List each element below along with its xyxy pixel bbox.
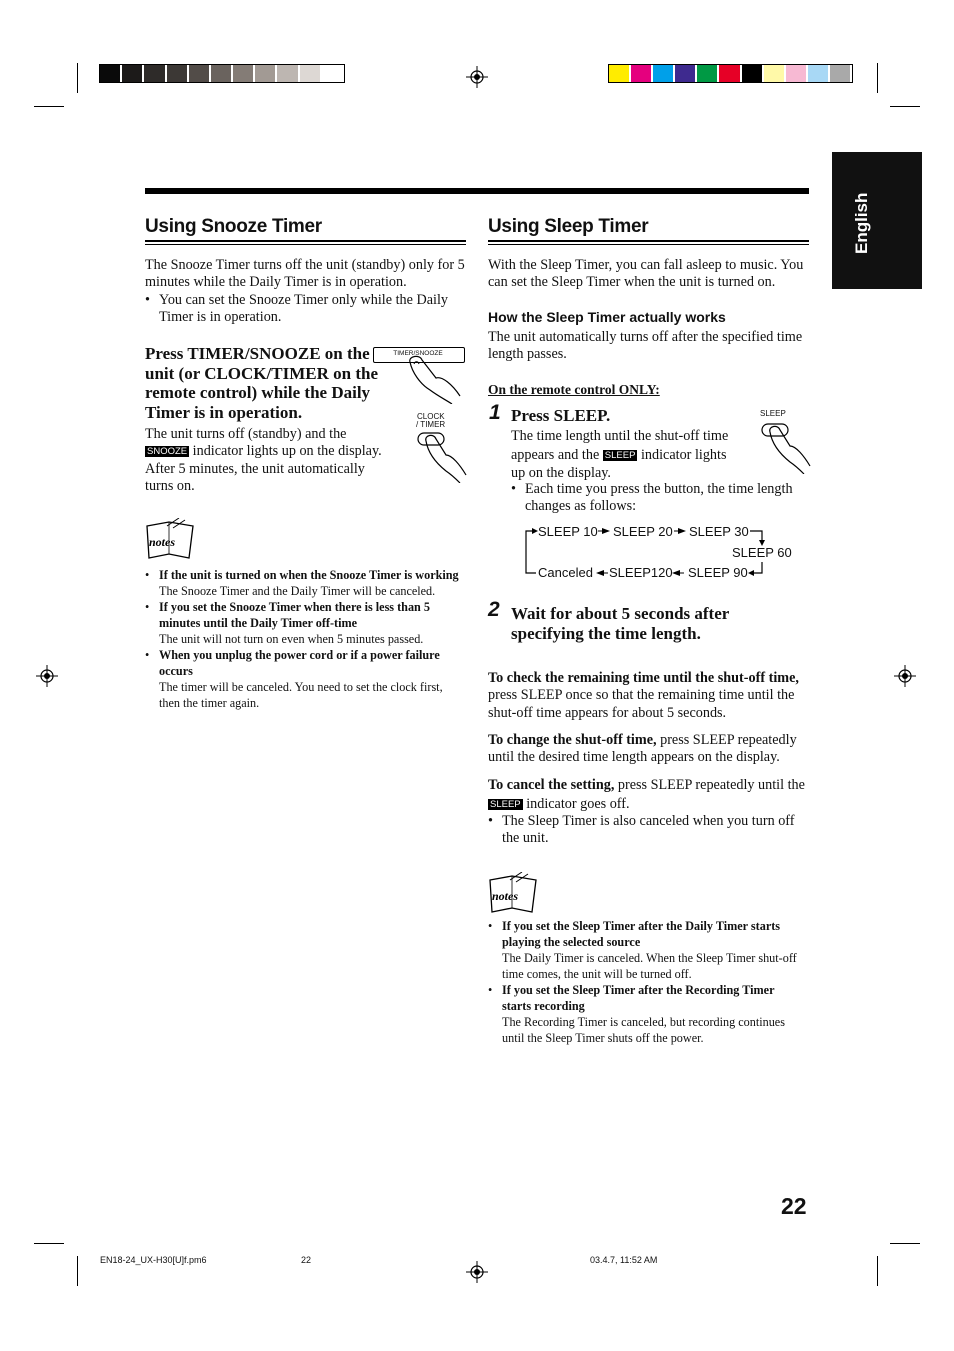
- color-swatch: [830, 65, 850, 82]
- notes-icon: [488, 872, 540, 916]
- crop-mark: [890, 1243, 920, 1244]
- crop-mark: [877, 1256, 878, 1286]
- step-1-text: [511, 427, 743, 483]
- step-1-number: 1: [489, 401, 501, 424]
- check-remaining-paragraph: [488, 670, 810, 722]
- color-swatch: [631, 65, 651, 82]
- note-heading: If you set the Sleep Timer after the Daily Timer starts playing the selected source: [502, 919, 781, 949]
- color-swatch: [211, 65, 231, 82]
- list-item: [145, 567, 461, 599]
- sequence-step: SLEEP 10: [538, 524, 598, 539]
- notes-icon-label: notes: [149, 535, 176, 549]
- note-heading: If you set the Snooze Timer when there is less than 5 minutes until the Daily Timer off-time: [159, 600, 430, 630]
- page-number: 22: [781, 1193, 807, 1219]
- cancel-setting-text-a: press SLEEP repeatedly until the: [617, 777, 805, 793]
- registration-mark-icon: [466, 1261, 488, 1283]
- color-swatch: [189, 65, 209, 82]
- color-swatch: [808, 65, 828, 82]
- top-rule: [145, 188, 809, 194]
- list-item: • You can set the Snooze Timer only while the Daily Timer is in operation.: [145, 292, 465, 327]
- cancel-setting-lead: To cancel the setting,: [488, 777, 615, 793]
- color-swatch: [300, 65, 320, 82]
- finger-press-icon: [760, 422, 814, 474]
- note-heading: When you unplug the power cord or if a power failure occurs: [159, 648, 440, 678]
- registration-mark-icon: [894, 665, 916, 687]
- clock-label: CLOCK: [417, 412, 445, 421]
- list-item: [145, 599, 461, 647]
- step-1-text-a: The time length until the shut-off time appears and the: [511, 428, 729, 463]
- snooze-intro: The Snooze Timer turns off the unit (standby) only for 5 minutes while the Daily Timer is in operation.: [145, 257, 465, 291]
- sleep-title-rule: [488, 240, 809, 245]
- registration-mark-icon: [36, 665, 58, 687]
- sequence-step: SLEEP 90: [688, 565, 748, 580]
- change-time-paragraph: [488, 732, 810, 767]
- sequence-step: SLEEP 30: [689, 524, 749, 539]
- process-color-bar: [608, 64, 853, 83]
- snooze-step-text: [145, 426, 395, 496]
- sleep-section-title: Using Sleep Timer: [488, 216, 649, 237]
- language-tab-label: English: [852, 192, 871, 254]
- snooze-title-rule: [145, 240, 466, 245]
- snooze-notes-list: [145, 567, 461, 711]
- color-swatch: [277, 65, 297, 82]
- crop-mark: [877, 63, 878, 93]
- language-tab: [832, 152, 922, 289]
- finger-press-icon: [402, 354, 464, 404]
- sequence-step: SLEEP 60: [732, 545, 792, 560]
- color-swatch: [144, 65, 164, 82]
- color-swatch: [764, 65, 784, 82]
- check-remaining-lead: To check the remaining time until the shut-off time,: [488, 670, 799, 686]
- footer-date: 03.4.7, 11:52 AM: [590, 1255, 658, 1265]
- list-item: • Each time you press the button, the time length changes as follows:: [511, 481, 809, 516]
- timer-snooze-button-illustration: [372, 346, 467, 406]
- step-2-number: 2: [488, 598, 500, 621]
- color-swatch: [255, 65, 275, 82]
- snooze-step-heading: Press TIMER/SNOOZE on the unit (or CLOCK/TIMER on the remote control) while the Daily Timer is in operation.: [145, 344, 378, 422]
- change-time-lead: To change the shut-off time,: [488, 732, 657, 748]
- sleep-how-text: The unit automatically turns off after the specified time length passes.: [488, 329, 803, 363]
- sleep-sequence-diagram: [520, 522, 810, 584]
- color-swatch: [742, 65, 762, 82]
- snooze-bullet-list: [145, 292, 465, 327]
- list-item: [488, 918, 804, 982]
- timer-snooze-label: TIMER/SNOOZE: [393, 350, 443, 357]
- list-item: • The Sleep Timer is also canceled when you turn off the unit.: [488, 813, 808, 848]
- color-swatch: [697, 65, 717, 82]
- sequence-step: SLEEP120: [609, 565, 673, 580]
- color-swatch: [233, 65, 253, 82]
- step-2-heading: Wait for about 5 seconds after specifying the time length.: [511, 604, 730, 643]
- note-text: The Recording Timer is canceled, but recording continues until the Sleep Timer shuts off the power.: [502, 1015, 785, 1045]
- note-heading: If the unit is turned on when the Snooze Timer is working: [159, 568, 459, 582]
- remote-only-label: On the remote control ONLY:: [488, 382, 660, 397]
- note-text: The Snooze Timer and the Daily Timer will be canceled.: [159, 584, 436, 598]
- color-swatch: [167, 65, 187, 82]
- crop-mark: [77, 63, 78, 93]
- check-remaining-text: press SLEEP once so that the remaining time until the shut-off time appears for about 5 seconds.: [488, 687, 795, 721]
- list-item: [145, 647, 461, 711]
- crop-mark: [34, 106, 64, 107]
- color-swatch: [609, 65, 629, 82]
- footer-page: 22: [301, 1255, 312, 1265]
- crop-mark: [890, 106, 920, 107]
- color-swatch: [719, 65, 739, 82]
- color-swatch: [653, 65, 673, 82]
- sleep-notes-list: [488, 918, 804, 1046]
- snooze-section-title: Using Snooze Timer: [145, 216, 322, 237]
- sequence-step: SLEEP 20: [613, 524, 673, 539]
- timer-label: / TIMER: [416, 420, 446, 429]
- sleep-how-heading: How the Sleep Timer actually works: [488, 309, 726, 325]
- snooze-indicator: SNOOZE: [147, 446, 188, 458]
- registration-mark-icon: [466, 66, 488, 88]
- snooze-step-text-b: indicator lights up on the display. After 5 minutes, the unit automatically turns on.: [145, 443, 382, 495]
- step-1-text-b: indicator lights up on the display.: [511, 446, 727, 481]
- note-heading: If you set the Sleep Timer after the Recording Timer starts recording: [502, 983, 775, 1013]
- color-swatch: [675, 65, 695, 82]
- sleep-indicator: SLEEP: [490, 798, 521, 810]
- step-1-bullet-list: [511, 481, 809, 516]
- note-text: The Daily Timer is canceled. When the Sleep Timer shut-off time comes, the unit will be turned off.: [502, 951, 797, 981]
- clock-timer-button-illustration: [412, 413, 468, 483]
- notes-icon: [145, 518, 197, 562]
- change-time-text: press SLEEP repeatedly until the desired time length appears on the display.: [488, 732, 797, 766]
- snooze-step-text-a: The unit turns off (standby) and the: [145, 426, 347, 442]
- sleep-button-label: SLEEP: [760, 409, 786, 418]
- crop-mark: [34, 1243, 64, 1244]
- notes-icon-label: notes: [492, 889, 519, 903]
- color-swatch: [786, 65, 806, 82]
- step-1-heading: Press SLEEP.: [511, 406, 611, 425]
- color-swatch: [322, 65, 342, 82]
- finger-press-icon: [416, 431, 468, 483]
- footer-file-name: EN18-24_UX-H30[U]f.pm6: [100, 1255, 207, 1265]
- sleep-intro: With the Sleep Timer, you can fall asleep to music. You can set the Sleep Timer when the unit is turned on.: [488, 257, 804, 291]
- cancel-setting-paragraph: [488, 776, 810, 813]
- note-text: The timer will be canceled. You need to set the clock first, then the timer again.: [159, 680, 443, 710]
- crop-mark: [77, 1256, 78, 1286]
- cancel-bullet-list: [488, 813, 808, 848]
- list-item: [488, 982, 804, 1046]
- sequence-step: Canceled: [538, 565, 593, 580]
- color-swatch: [122, 65, 142, 82]
- color-swatch: [100, 65, 120, 82]
- note-text: The unit will not turn on even when 5 minutes passed.: [159, 632, 424, 646]
- gray-color-bar: [99, 64, 345, 83]
- cancel-setting-text-b: indicator goes off.: [526, 795, 630, 812]
- sleep-button-illustration: [756, 408, 814, 474]
- sleep-indicator: SLEEP: [604, 449, 636, 461]
